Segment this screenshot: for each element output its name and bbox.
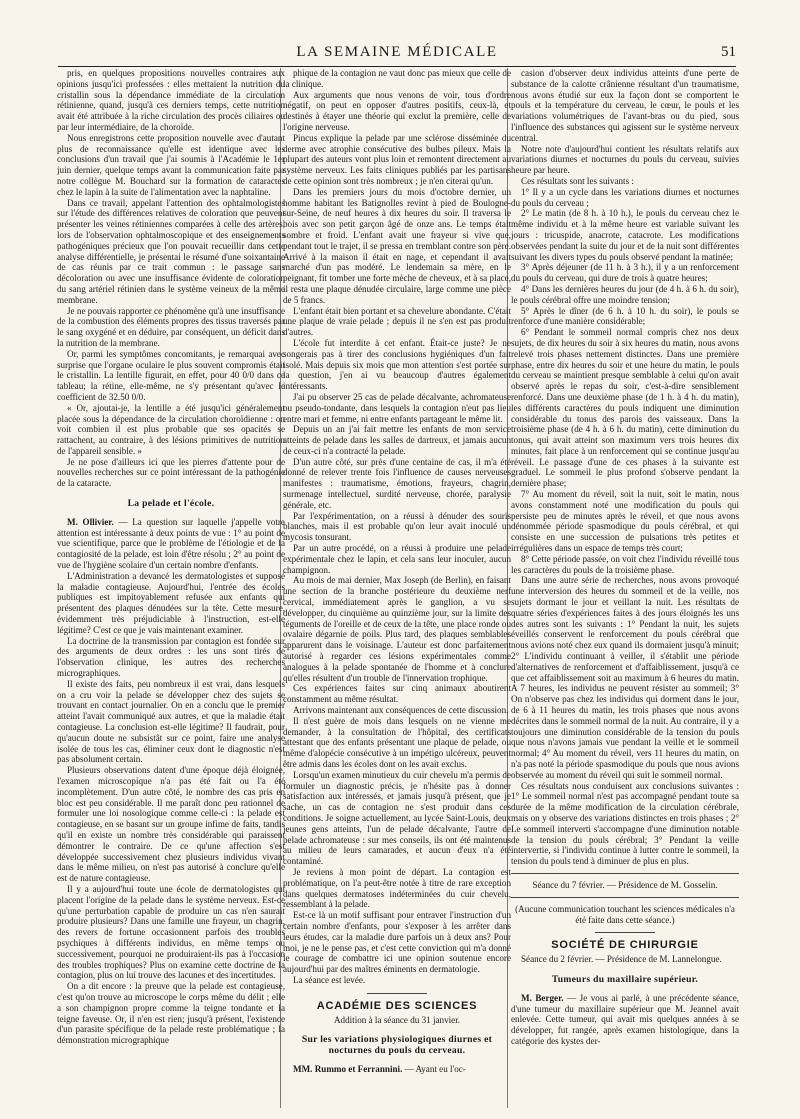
article-subhead: Sur les variations physiologiques diurnes et nocturnes du pouls du cerveau.: [301, 1034, 493, 1057]
column-3: [511, 68, 739, 1108]
page-header: [58, 44, 736, 67]
seance-line: Séance du 2 février. — Présidence de M. Lannelongue.: [521, 954, 722, 965]
section-title: ACADÉMIE DES SCIENCES: [316, 999, 478, 1012]
speaker-text: — Je vous ai parlé, à une précédente séance, d'une tumeur du maxillaire supérieur que M. Jeannel avait enlevée. Cette tumeur, qui avait mis quelques années à se développer, fut rangée, après examen histologique, dans la catégorie des kystes der-: [511, 992, 739, 1046]
paragraph: 2° Le matin (de 8 h. à 10 h.), le pouls du cerveau chez le même individu et à la même heure est variable suivant les jours : tricuspide, anacrote, catacrote. Les modifications observées pendant la suite du jour et de la nuit sont différentes suivant les divers types du pouls observé pendant la matinée;: [511, 208, 739, 262]
speaker-text: — Ayant eu l'oc-: [404, 1063, 466, 1074]
paragraph: Plusieurs observations datent d'une époque déjà éloignée, l'examen microscopique n'a pas été fait ou l'a été incomplètement. D'un autre côté, le nombre des cas pris en bloc est peu considérable. Il me paraît donc peu rationnel de formuler une loi nosologique comme celle-ci : la pelade est contagieuse, en se basant sur un groupe infime de faits, tandis qu'il en existe un nombre très considérable qui paraissent démontrer le contraire. De ce qu'une affection s'est développée successivement chez plusieurs individus vivant dans le même milieu, on n'est pas autorisé à conclure qu'elle est de nature contagieuse.: [57, 765, 285, 884]
paragraph: Ces expériences faites sur cinq animaux aboutirent constamment au même résultat.: [283, 683, 511, 705]
paragraph: Dans ce travail, appelant l'attention des ophtalmologistes sur l'étude des différences relatives de coloration que peuvent présenter les veines rétiniennes comparées à celle des artères, lors de l'observation ophtalmoscopique et des enseignements pathogéniques précieux que l'on pouvait recueillir dans cette analyse différentielle, je présentai le résumé d'une soixantaine de cas réunis par ce trait commun : le passage sans décoloration ou avec une insuffisance évidente de coloration du sang artériel rétinien dans le système veineux de la même membrane.: [57, 197, 285, 305]
paragraph: Il n'est guère de mois dans lesquels on ne vienne me demander, à la consultation de l'hôpital, des certificats attestant que des enfants présentant une plaque de pelade, ou même d'alopécie consécutive à un impétigo ulcéreux, peuvent être admis dans les écoles dont on les avait exclus.: [283, 715, 511, 769]
paragraph: 1° Il y a un cycle dans les variations diurnes et nocturnes du pouls du cerveau ;: [511, 186, 739, 208]
paragraph: pris, en quelques propositions nouvelles contraires aux opinions jusqu'ici professées : elles mettaient la nutrition du cristallin sous la dépendance immédiate de la circulation rétinienne, quand, jusqu'à ces derniers temps, cette nutrition avait été attribuée à la riche circulation des procès ciliaires ou par leur intermédiaire, de la choroïde.: [57, 68, 285, 132]
paragraph: Nous enregistrons cette proposition nouvelle avec d'autant plus de reconnaissance qu'elle est identique avec les conclusions d'un travail que j'ai soumis à l'Académie le 1er juin dernier, quelque temps avant la communication faite par notre collègue M. Bouchard sur la formation de cataractes chez le lapin à la suite de l'alimentation avec la naphtaline.: [57, 132, 285, 197]
section-title: SOCIÉTÉ DE CHIRURGIE: [551, 939, 699, 952]
speaker-name: M. Berger.: [521, 992, 564, 1003]
paragraph: Au mois de mai dernier, Max Joseph (de Berlin), en faisant une section de la branche postérieure du deuxième nerf cervical, immédiatement après le ganglion, a vu se développer, du cinquième au quinzième jour, sur la limite des téguments de l'oreille et de ceux de la tête, une place ronde ou ovalaire dégarnie de poils. Plus tard, des plaques semblables apparurent dans le voisinage. L'auteur est donc parfaitement autorisé à regarder ces lésions expérimentales comme analogues à la pelade spontanée de l'homme et à conclure qu'elles résultent d'un trouble de l'innervation trophique.: [283, 575, 511, 683]
paragraph: Lorsqu'un examen minutieux du cuir chevelu m'a permis de formuler un diagnostic précis, je n'hésite pas à donner satisfaction aux intéressés, et jamais jusqu'à présent, que je sache, un cas de contagion ne s'est produit dans ces conditions. Je soigne actuellement, au lycée Saint-Louis, deux jeunes gens atteints, l'un de pelade décalvante, l'autre de pelade achromateuse : sur mes conseils, ils ont été maintenus au milieu de leurs camarades, et aucun d'eux n'a été contaminé.: [283, 769, 511, 867]
paragraph: phique de la contagion ne vaut donc pas mieux que celle de la clinique.: [283, 68, 511, 89]
paragraph: Depuis un an j'ai fait mettre les enfants de mon service atteints de pelade dans les salles de dartreux, et jamais aucun de ceux-ci n'a contracté la pelade.: [283, 424, 511, 456]
section-subtitle: Addition à la séance du 31 janvier.: [333, 1014, 460, 1025]
paragraph: Je ne pouvais rapporter ce phénomène qu'à une insuffisance de la combustion des éléments propres des tissus traversés par le sang oxygéné et en déduire, par conséquent, un déficit dans la nutrition de la membrane.: [57, 305, 285, 348]
speaker-name: M. Ollivier.: [67, 516, 114, 527]
paragraph: Par l'expérimentation, on a réussi à dénuder des souris blanches, mais il est probable qu'on leur avait inoculé un mycosis tonsurant.: [283, 510, 511, 543]
paragraph: Aux arguments que nous venons de voir, tous d'ordre négatif, on peut en opposer d'autres positifs, ceux-là, et destinés à étayer une théorie qui exclut la première, celle de l'origine nerveuse.: [283, 89, 511, 132]
running-title: LA SEMAINE MÉDICALE: [296, 44, 498, 60]
paragraph: Je ne pose d'ailleurs ici que les pierres d'attente pour de nouvelles recherches sur ce point intéressant de la pathogénie de la cataracte.: [57, 456, 285, 489]
paragraph: « Or, ajoutai-je, la lentille a été jusqu'ici généralement placée sous la dépendance de la circulation choroïdienne : on voit combien il est plus probable que ses opacités se rattachent, au contraire, à des lésions primitives de nutrition de l'appareil sensible. »: [57, 402, 285, 456]
article-subhead: Tumeurs du maxillaire supérieur.: [551, 973, 699, 985]
paragraph: L'Administration a devancé les dermatologistes et supposé la maladie contagieuse. Aujourd'hui, l'entrée des écoles publiques est impitoyablement refusée aux enfants qui présentent des plaques dénudées sur la tête. Cette mesure, évidemment très préjudiciable à l'instruction, est-elle légitime? C'est ce que je vais maintenant examiner.: [57, 570, 285, 635]
speaker-name: MM. Rummo et Ferrannini.: [293, 1063, 403, 1074]
paragraph: Notre note d'aujourd'hui contient les résultats relatifs aux variations diurnes et nocturnes du pouls du cerveau, suivies heure par heure.: [511, 143, 739, 176]
speaker-text: — La question sur laquelle j'appelle votre attention est intéressante à deux points de vue : 1° au point de vue scientifique, parce que le problème de l'étiologie et de la contagiosité de la pelade, est loin d'être résolu ; 2° au point de vue de l'hygiène scolaire d'un certain nombre d'enfants.: [57, 516, 285, 571]
paragraph: 7° Au moment du réveil, soit la nuit, soit le matin, nous avons constamment noté une modification du pouls qui persiste peu de minutes après le réveil, et que nous avons dénommée période spasmodique du pouls cérébral, et qui consiste en une succession de pulsations très petites et irrégulières dans un espace de temps très court;: [511, 489, 739, 554]
section-separator: [595, 932, 655, 933]
paragraph: Arrivons maintenant aux conséquences de cette discussion.: [293, 705, 509, 716]
paragraph: Or, parmi les symptômes concomitants, je remarquai avec surprise que l'organe oculaire le plus souvent compromis était le cristallin. La lentille figurait, en effet, pour 40 0/0 dans ce tableau; la rétine, elle-même, ne s'y présentant qu'avec le coefficient de 32.50 0/0.: [57, 348, 285, 402]
paragraph: Pincus explique la pelade par une sclérose disséminée du derme avec atrophie consécutive des bulbes pileux. Mais la plupart des auteurs vont plus loin et remontent directement au système nerveux. Les faits cliniques publiés par les partisans de cette opinion sont très nombreux ; je n'en citerai qu'un.: [283, 132, 511, 186]
speaker-paragraph: [283, 1064, 511, 1075]
paragraph: La doctrine de la transmission par contagion est fondée sur des arguments de deux ordres : les uns sont tirés de l'observation clinique, les autres des recherches micrographiques.: [57, 635, 285, 679]
speaker-paragraph: [57, 517, 285, 571]
paragraph: L'école fut interdite à cet enfant. Était-ce juste? Je ne songerais pas à tirer des conclusions hygiéniques d'un fait isolé. Mais depuis six mois que mon attention s'est portée sur la question, j'en ai vu beaucoup d'autres également intéressants.: [283, 337, 511, 392]
speaker-paragraph: [511, 993, 739, 1047]
column-2: [283, 68, 511, 1108]
section-separator: [511, 897, 739, 898]
paragraph: L'enfant était bien portant et sa chevelure abondante. C'était une plaque de vraie pelade ; depuis il ne s'en est pas produit d'autres.: [283, 305, 511, 338]
seance-line: Séance du 7 février. — Présidence de M. Gosselin.: [532, 879, 718, 890]
paragraph: La séance est levée.: [293, 974, 366, 985]
paragraph: Il y a aujourd'hui toute une école de dermatologistes qui placent l'origine de la pelade dans le système nerveux. Est-ce qu'une perturbation capable de produire un cas n'en saurait produire plusieurs? Dans une famille une frayeur, un chagrin, des revers de fortune occasionnent parfois des troubles psychiques à différents individus, en même temps ou successivement, pourquoi ne produiraient-ils pas à l'occasion des troubles trophiques? Plus on examine cette doctrine de la contagion, plus on lui trouve des lacunes et des incertitudes.: [57, 883, 285, 981]
section-separator: [511, 873, 739, 874]
paragraph: Dans les premiers jours du mois d'octobre dernier, un homme habitant les Batignolles revint à pied de Boulogne-sur-Seine, de neuf heures à dix heures du soir. Il traversa le bois avec son petit garçon âgé de onze ans. Le temps était sombre et froid. L'enfant avait une frayeur si vive que, pendant tout le trajet, il se pressa en tremblant contre son père. Arrivé à la maison il était en nage, et cependant il avait marché d'un pas modéré. Le lendemain sa mère, en le peignant, fit tomber une forte mèche de cheveux, et à sa place, il resta une plaque dénudée circulaire, large comme une pièce de 5 francs.: [283, 186, 511, 305]
article-subhead: La pelade et l'école.: [127, 498, 215, 510]
page-number: 51: [721, 44, 736, 60]
paragraph: Par un autre procédé, on a réussi à produire une pelade expérimentale chez le lapin, et cela sans leur inoculer, aucun champignon.: [283, 543, 511, 575]
paragraph: Je reviens à mon point de départ. La contagion est problématique, on l'a peut-être notée à titre de rare exception dans quelques dermatoses indéterminées du cuir chevelu, ressemblant à la pelade.: [283, 866, 511, 910]
section-separator: [367, 993, 427, 994]
paragraph: 6° Pendant le sommeil normal compris chez nos deux sujets, de dix heures du soir à six heures du matin, nous avons relevé trois phases nettement distinctes. Dans une première phase, entre dix heures du soir et une heure du matin, le pouls du cerveau se maintient presque semblable à celui qu'on avait observé après le repas du soir, c'est-à-dire sensiblement renforcé. Dans une deuxième phase (de 1 h. à 4 h. du matin), les différents caractères du pouls indiquent une diminution considérable du tonus des parois des vaisseaux. Dans la troisième phase (de 4 h. à 6 h. du matin), cette diminution du tonus, qui avait atteint son maximum vers trois heures dix minutes, fait place à un renforcement qui se continue jusqu'au réveil. Le passage d'une de ces phases à la suivante est graduel. Le sommeil le plus profond s'observe pendant la dernière phase;: [511, 327, 739, 489]
paragraph: Ces résultats sont les suivants :: [521, 175, 634, 186]
paragraph: Il existe des faits, peu nombreux il est vrai, dans lesquels on a cru voir la pelade se développer chez des sujets se trouvant en contact journalier. On en a conclu que le premier atteint l'avait communiqué aux autres, et que la maladie était contagieuse. La conclusion est-elle légitime? Il faudrait, pour qu'aucun doute ne subsistât sur ce point, faire une analyse isolée de tous les cas, éliminer ceux dont le diagnostic n'est pas absolument certain.: [57, 678, 285, 765]
paragraph: 8° Cette période passée, on voit chez l'individu réveillé tous les caractères du pouls de la troisième phase.: [511, 553, 739, 575]
no-communication-note: (Aucune communication touchant les sciences médicales n'a été faite dans cette séance.): [515, 903, 735, 925]
paragraph: Dans une autre série de recherches, nous avons provoqué une interversion des heures du sommeil et de la veille, nos sujets dormant le jour et veillant la nuit. Les résultats de quatre séries d'expériences faites à des jours éloignés les uns des autres sont les suivants : 1° Pendant la nuit, les sujets éveillés conservent le renforcement du pouls cérébral que nous avions noté chez eux quand ils dormaient jusqu'à minuit; 2° L'individu continuant à veiller, il s'établit une période d'alternatives de renforcement et d'affaiblissement, jusqu'à ce que cet affaiblissement soit au maximum à 6 heures du matin. A 7 heures, les individus ne peuvent résister au sommeil; 3° On n'observe pas chez les individus qui dorment dans le jour, de 6 à 11 heures du matin, les trois phases que nous avons décrites dans le sommeil normal de la nuit. Au contraire, il y a toujours une diminution considérable de la tension du pouls que nous n'avons jamais vue pendant la veille et le sommeil normal; 4° Au moment du réveil, vers 11 heures du matin, on n'a pas noté la période spasmodique du pouls que nous avions observée au moment du réveil qui suit le sommeil normal.: [511, 575, 739, 780]
paragraph: Ces résultats nous conduisent aux conclusions suivantes : 1° Le sommeil normal n'est pas accompagné pendant toute sa durée de la même modification de la circulation cérébrale, mais on y observe des variations distinctes en trois phases ; 2° Le sommeil interverti s'accompagne d'une diminution notable de la tension du pouls cérébral; 3° Pendant la veille intervertie, si l'individu continue à lutter contre le sommeil, la tension du pouls tend à diminuer de plus en plus.: [511, 780, 739, 867]
paragraph: J'ai pu observer 25 cas de pelade décalvante, achromateuse ou pseudo-tondante, dans lesquels la contagion n'eut pas lieu entre mari et femme, ni entre enfants partageant le même lit.: [283, 391, 511, 424]
column-1: [57, 68, 285, 1108]
paragraph: 5° Après le dîner (de 6 h. à 10 h. du soir), le pouls se renforce d'une manière considérable;: [511, 305, 739, 327]
paragraph: Est-ce là un motif suffisant pour entraver l'instruction d'un certain nombre d'enfants, pour s'exposer à les arrêter dans leurs études, car la maladie dure parfois un à deux ans? Pour moi, je ne le pense pas, et c'est cette conviction qui m'a donné le courage de combattre ici une opinion soutenue encore aujourd'hui par des maîtres éminents en dermatologie.: [283, 910, 511, 975]
paragraph: 3° Après déjeuner (de 11 h. à 3 h.), il y a un renforcement du pouls du cerveau, qui dure de trois à quatre heures;: [511, 262, 739, 284]
paragraph: On a dit encore : la preuve que la pelade est contagieuse, c'est qu'on trouve au microscope le corps même du délit ; elle a son champignon propre comme la teigne tondante et la teigne faveuse. Or, il n'en est rien; jusqu'à présent, l'existence d'un parasite spécifique de la pelade reste problématique ; la démonstration micrographique: [57, 981, 285, 1046]
paragraph: casion d'observer deux individus atteints d'une perte de substance de la calotte crânienne résultant d'un traumatisme, nous avons étudié sur eux la façon dont se comportent le pouls et la température du cerveau, le cœur, le pouls et les variations volumétriques de l'avant-bras ou du pied, sous l'influence des substances qui agissent sur le système nerveux central.: [511, 68, 739, 143]
paragraph: 4° Dans les dernières heures du jour (de 4 h. à 6 h. du soir), le pouls cérébral offre une moindre tension;: [511, 283, 739, 305]
paragraph: D'un autre côté, sur près d'une centaine de cas, il m'a été donné de relever trente fois l'influence de causes nerveuses manifestes : traumatisme, émotions, frayeurs, chagrin, surmenage intellectuel, surdité nerveuse, chorée, paralysie générale, etc.: [283, 456, 511, 510]
